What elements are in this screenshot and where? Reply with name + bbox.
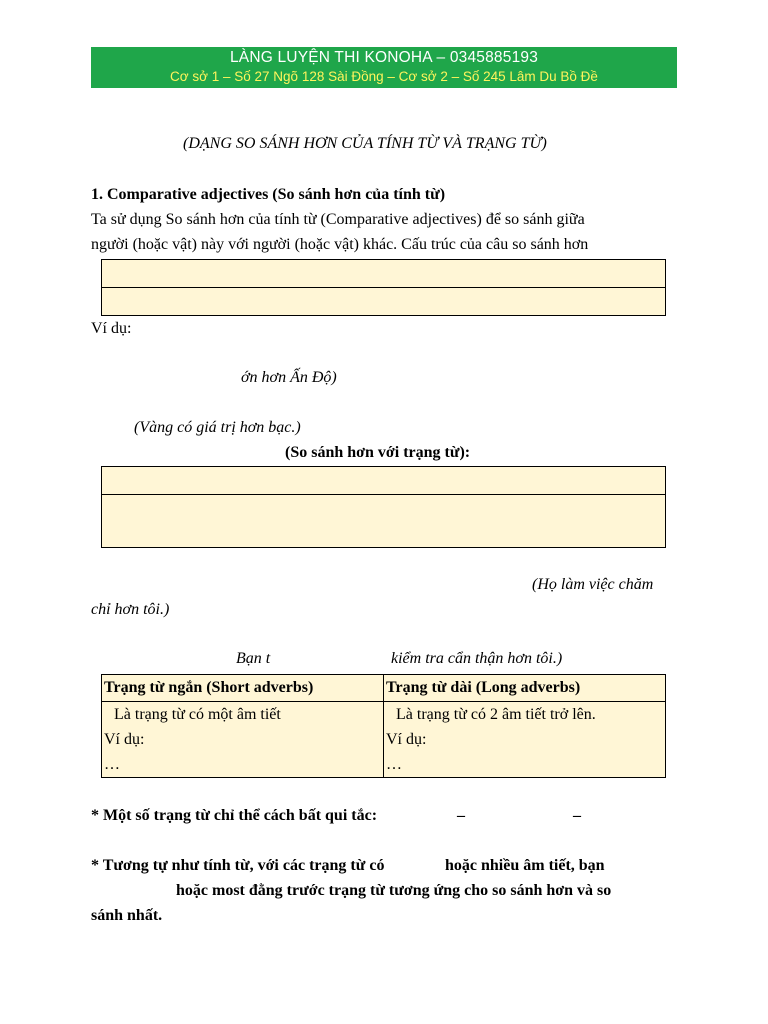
formula-box-2b <box>101 494 666 548</box>
section1-line2: người (hoặc vật) này với người (hoặc vật) khác. Cấu trúc của câu so sánh hơn <box>91 236 589 253</box>
section1-heading: 1. Comparative adjectives (So sánh hơn của tính từ) <box>91 186 446 203</box>
header-banner <box>91 47 677 88</box>
long-adverb-desc: Là trạng từ có 2 âm tiết trở lên. <box>396 706 596 723</box>
header-title: LÀNG LUYỆN THI KONOHA – 0345885193 <box>229 49 539 66</box>
formula-box-2a <box>101 466 666 495</box>
note1-text: * Một số trạng từ chỉ thể cách bất qui tắc: <box>91 807 378 824</box>
short-adverb-ellipsis: … <box>104 756 120 773</box>
table-cell-long <box>384 702 666 778</box>
formula-box-1a <box>101 259 666 288</box>
section1-example1: ớn hơn Ấn Độ) <box>241 369 337 386</box>
note2-line2: hoặc most đằng trước trạng từ tương ứng cho so sánh hơn và so <box>176 882 612 899</box>
section1-example-label: Ví dụ: <box>91 320 132 337</box>
section2-example1-a: (Họ làm việc chăm <box>532 576 654 593</box>
table-header-short: Trạng từ ngắn (Short adverbs) <box>102 675 384 702</box>
section1-example2: (Vàng có giá trị hơn bạc.) <box>134 419 301 436</box>
section1-line1: Ta sử dụng So sánh hơn của tính từ (Comparative adjectives) để so sánh giữa <box>91 211 585 228</box>
section2-example2-a: Bạn t <box>236 650 271 667</box>
note2-line3: sánh nhất. <box>91 907 163 924</box>
formula-box-1b <box>101 287 666 316</box>
table-header-row <box>102 675 666 702</box>
header-address: Cơ sở 1 – Số 27 Ngõ 128 Sài Đồng – Cơ sở 2 – Số 245 Lâm Du Bồ Đề <box>170 69 598 84</box>
long-adverb-example-label: Ví dụ: <box>386 731 427 748</box>
table-row <box>102 702 666 778</box>
note2-line1-b: hoặc nhiều âm tiết, bạn <box>445 857 605 874</box>
short-adverb-example-label: Ví dụ: <box>104 731 145 748</box>
short-adverb-desc: Là trạng từ có một âm tiết <box>114 706 281 723</box>
note2-line1-a: * Tương tự như tính từ, với các trạng từ có <box>91 857 385 874</box>
section2-example1-b: chỉ hơn tôi.) <box>91 601 170 618</box>
note1-dash-2: – <box>573 807 581 824</box>
section2-example2-b: kiểm tra cẩn thận hơn tôi.) <box>391 650 563 667</box>
section2-heading: (So sánh hơn với trạng từ): <box>285 444 471 461</box>
table-cell-short <box>102 702 384 778</box>
note1-dash-1: – <box>457 807 465 824</box>
long-adverb-ellipsis: … <box>386 756 402 773</box>
document-title: (DẠNG SO SÁNH HƠN CỦA TÍNH TỪ VÀ TRẠNG TỪ) <box>183 135 547 152</box>
table-header-long: Trạng từ dài (Long adverbs) <box>384 675 666 702</box>
adverbs-table <box>101 674 666 778</box>
